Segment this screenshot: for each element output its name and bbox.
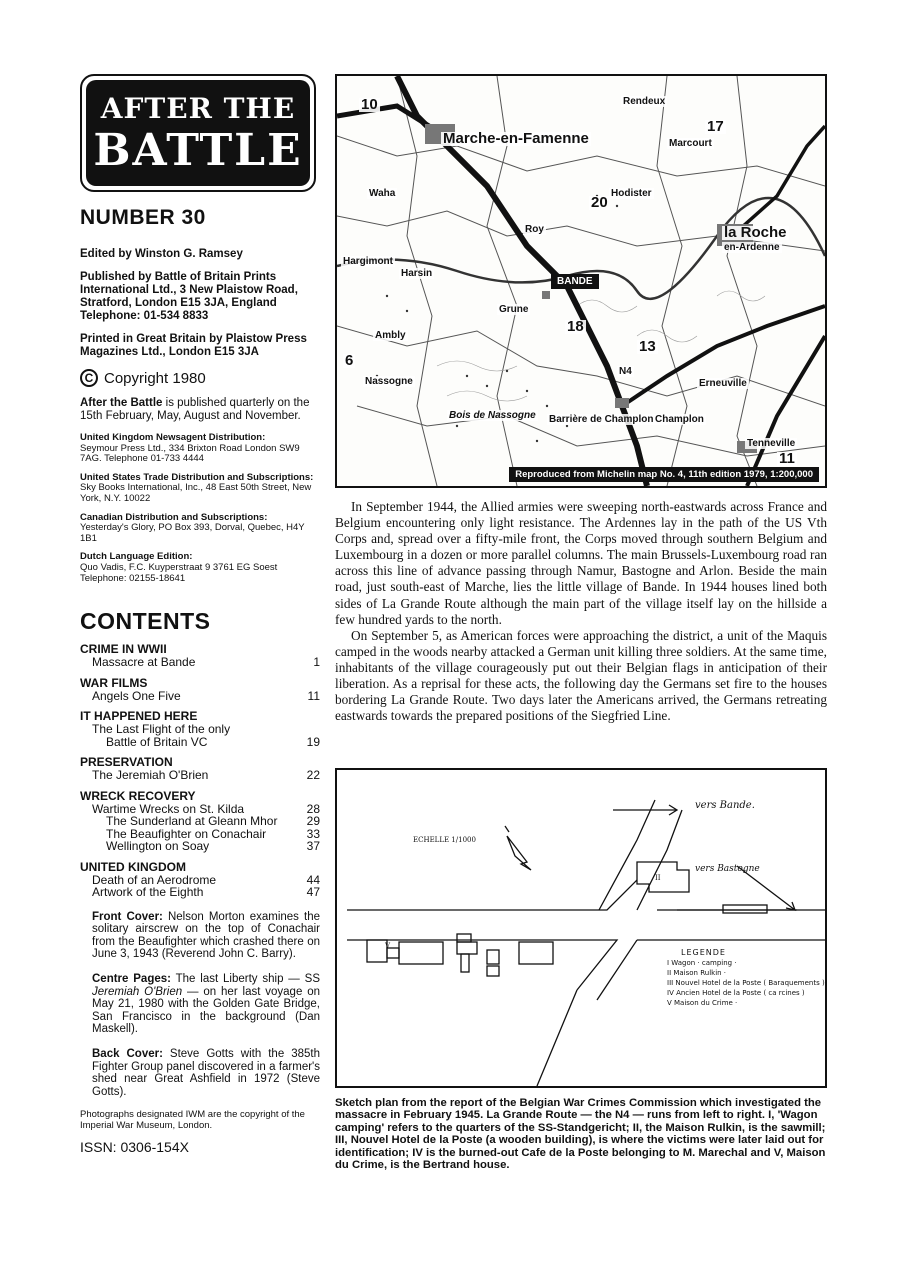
contents-entry-page (300, 723, 320, 736)
contents-entry (80, 723, 320, 736)
contents-section-heading: IT HAPPENED HERE (80, 709, 198, 724)
map-label-roy: Roy (525, 224, 544, 235)
cover-label: Front Cover: (92, 910, 163, 923)
map-label-rendeux: Rendeux (623, 96, 666, 107)
map-label-marcourt: Marcourt (669, 138, 712, 149)
contents-entry-page: 19 (306, 734, 320, 749)
centre-pages-note (80, 973, 320, 1036)
legend-item: II Maison Rulkin · (667, 969, 727, 977)
map-road-n4: N4 (619, 366, 632, 377)
contents-entry-page: 47 (306, 885, 320, 900)
cover-text: Steve Gotts with the 385th Fighter Group panel discovered in a farmer's shed near Great Ashfield in 1972 (Steve Gotts). (92, 1047, 320, 1098)
contents-section (80, 710, 320, 748)
cover-text: Nelson Morton examines the solitary airscrew on the top of Conachair from the Beaufighter which crashed there on June 3, 1943 (Reverend John C. Barry). (92, 910, 321, 961)
dist-body: Seymour Press Ltd., 334 Brixton Road London SW9 7AG. Telephone 01-733 4444 (80, 442, 300, 465)
map-label-hodister: Hodister (611, 188, 652, 199)
dist-body: Yesterday's Glory, PO Box 393, Dorval, Quebec, H4Y 1B1 (80, 522, 305, 544)
article-body (335, 499, 827, 724)
contents-entry-title: The Jeremiah O'Brien (92, 768, 209, 783)
contents-section-heading: WAR FILMS (80, 675, 148, 690)
map-num-18: 18 (567, 318, 584, 335)
sketch-drawing (337, 770, 825, 1086)
cover-text: The last Liberty ship — SS (170, 973, 320, 985)
contents-title: CONTENTS (80, 608, 211, 635)
map-num-6: 6 (345, 352, 354, 369)
sketch-vers-bastogne: vers Bastogne (695, 864, 760, 874)
contents-entry-title: Massacre at Bande (92, 655, 196, 670)
contents-entry (80, 840, 320, 853)
contents-entry-title: Death of an Aerodrome (92, 872, 217, 887)
sketch-label-ii: II (655, 874, 661, 882)
map-label-erneuville: Erneuville (699, 378, 747, 389)
map-label-bois: Bois de Nassogne (449, 410, 536, 421)
contents-section-heading: UNITED KINGDOM (80, 859, 186, 874)
legend-title: LEGENDE (681, 948, 726, 957)
map-label-la-roche: la Roche (724, 224, 787, 241)
sketch-plan (335, 768, 827, 1088)
map-label-en-ardenne: en-Ardenne (724, 242, 780, 253)
contents-section-heading: PRESERVATION (80, 755, 173, 770)
map-label-tenneville: Tenneville (747, 438, 796, 449)
contents-entry-page: 37 (306, 839, 320, 854)
logo-line-1: AFTER THE (100, 92, 296, 125)
map-credit: Reproduced from Michelin map No. 4, 11th edition 1979, 1:200,000 (509, 467, 819, 482)
contents-section (80, 643, 320, 669)
sketch-vers-bande: vers Bande. (695, 800, 755, 811)
legend-item: III Nouvel Hotel de la Poste ( Baraquements ) (667, 979, 825, 987)
sketch-caption: Sketch plan from the report of the Belgian War Crimes Commission which investigated the massacre in February 1945. La Grande Route — the N4 — runs from left to right. I, 'Wagon camping' refers to the quarters of the SS-Standgericht; II, the Maison Rulkin, is the sawmill; III, Nouvel Hotel de la Poste (a wooden building), is where the victims were later laid out for identification; IV is the burned-out Cafe de la Poste belonging to M. Marechal and V, Maison du Crime, is the Bertrand house. (335, 1097, 826, 1172)
contents-entry-title: The Last Flight of the only (92, 722, 231, 737)
contents-entry (80, 815, 320, 828)
contents-entry-title: Wellington on Soay (106, 839, 210, 854)
contents-entry-title: The Sunderland at Gleann Mhor (106, 814, 278, 829)
contents-entry-title: Wartime Wrecks on St. Kilda (92, 801, 245, 816)
article-paragraph: In September 1944, the Allied armies were sweeping north-eastwards across France and Belgium encountering only light resistance. The Ardennes lay in the path of the US Vth Corps and, spread over a fifty-mile front, the Corps moved through southern Belgium and Luxembourg in a dozen or more parallel columns. The main Brussels-Luxembourg road ran across this line of advance passing through Namur, Bastogne and Arlon. Beside the main road, just south-east of Marche, lies the little village of Bande. In 1944 houses lined both sides of La Grande Route although the main part of the village itself lay on the hillside a few hundred yards to the north. (335, 499, 827, 627)
map-label-marche: Marche-en-Famenne (443, 130, 589, 147)
contents-entry-page: 1 (313, 655, 320, 670)
back-cover-note (80, 1048, 320, 1098)
contents-entry-title: Battle of Britain VC (106, 734, 208, 749)
legend-item: I Wagon · camping · (667, 959, 737, 967)
dist-heading: United States Trade Distribution and Subscriptions: (80, 471, 314, 483)
magazine-logo (80, 74, 316, 192)
distribution-uk (80, 433, 320, 465)
distribution-canada (80, 513, 320, 545)
contents-entry-title: Artwork of the Eighth (92, 885, 204, 900)
distribution-dutch (80, 552, 320, 584)
cover-label: Centre Pages: (92, 973, 171, 985)
map-label-champlon: Champlon (655, 414, 704, 425)
article-paragraph: On September 5, as American forces were approaching the district, a unit of the Maquis camped in the woods nearby attacked a German unit killing three soldiers. At the same time, inhabitants of the village courageously put out their Belgian flags in anticipation of their liberation. As a reprisal for these acts, the following day the Germans set fire to the houses bordering La Grande Route. Two days later the Americans arrived, the Germans retreating eastwards towards the prepared positions of the Siegfried Line. (335, 627, 827, 724)
map-label-waha: Waha (369, 188, 396, 199)
contents-entry-title: The Beaufighter on Conachair (106, 826, 267, 841)
legend-item: V Maison du Crime · (667, 999, 738, 1007)
dist-heading: Dutch Language Edition: (80, 551, 193, 563)
contents-section (80, 861, 320, 899)
cover-label: Back Cover: (92, 1047, 163, 1060)
map-label-harsin: Harsin (401, 268, 433, 279)
copyright-line (80, 369, 320, 387)
contents-entry (80, 736, 320, 749)
legend-item: IV Ancien Hotel de la Poste ( ca rcines ) (667, 989, 805, 997)
contents-entry-page: 28 (306, 801, 320, 816)
contents-entry (80, 886, 320, 899)
map-label-nassogne: Nassogne (365, 376, 413, 387)
map-label-ambly: Ambly (375, 330, 406, 341)
publication-schedule (80, 397, 320, 423)
iwm-note: Photographs designated IWM are the copyright of the Imperial War Museum, London. (80, 1109, 305, 1131)
copyright-text: Copyright 1980 (104, 369, 206, 387)
distribution-list (80, 433, 320, 584)
editor-line: Edited by Winston G. Ramsey (80, 248, 243, 260)
map-num-10: 10 (361, 96, 378, 113)
ship-name: Jeremiah O'Brien (92, 985, 183, 998)
map-label-bande: BANDE (551, 274, 599, 289)
contents-entry-page: 22 (306, 768, 320, 783)
contents-section-heading: CRIME IN WWII (80, 642, 167, 657)
dist-heading: United Kingdom Newsagent Distribution: (80, 432, 266, 443)
dist-body: Sky Books International, Inc., 48 East 50th Street, New York, N.Y. 10022 (80, 482, 312, 504)
masthead-column (80, 74, 320, 1155)
sketch-label-v: V (385, 942, 391, 950)
contents-entry-page: 29 (306, 814, 320, 829)
contents-entry-page: 44 (306, 872, 320, 887)
publication-name: After the Battle (80, 397, 163, 409)
contents-section-heading: WRECK RECOVERY (80, 788, 196, 803)
michelin-map (335, 74, 827, 488)
copyright-icon: C (80, 369, 98, 387)
printer-info: Printed in Great Britain by Plaistow Press Magazines Ltd., London E15 3JA (80, 333, 307, 358)
sketch-scale: ECHELLE 1/1000 (413, 836, 476, 844)
dist-heading: Canadian Distribution and Subscriptions: (80, 511, 268, 523)
contents-entry-page: 33 (306, 826, 320, 841)
distribution-us (80, 473, 320, 505)
map-label-grune: Grune (499, 304, 529, 315)
dist-body: Quo Vadis, F.C. Kuyperstraat 9 3761 EG Soest Telephone: 02155-18641 (80, 561, 278, 584)
front-cover-note (80, 911, 320, 961)
cover-text: — on her last voyage on May 21, 1980 with the Golden Gate Bridge, San Francisco in the background (Dan Maskell). (92, 985, 321, 1036)
contents-entry-title: Angels One Five (92, 688, 181, 703)
publication-schedule-text: is published quarterly on the 15th February, May, August and November. (80, 397, 310, 422)
map-num-13: 13 (639, 338, 656, 355)
map-label-barriere: Barrière de Champlon (549, 414, 654, 425)
contents-entry (80, 690, 320, 703)
issue-number: NUMBER 30 (80, 206, 206, 229)
map-num-11: 11 (779, 450, 795, 467)
contents-section (80, 756, 320, 782)
contents-list (80, 643, 320, 899)
contents-section (80, 790, 320, 853)
publisher-info: Published by Battle of Britain Prints International Ltd., 3 New Plaistow Road, Stratford, London E15 3JA, England Telephone: 01-534 8833 (80, 271, 298, 322)
contents-entry (80, 769, 320, 782)
map-label-hargimont: Hargimont (343, 256, 393, 267)
contents-entry-page: 11 (307, 688, 320, 703)
logo-line-2: BATTLE (93, 125, 303, 176)
issn: ISSN: 0306-154X (80, 1139, 189, 1156)
map-num-20: 20 (591, 194, 608, 211)
map-num-17: 17 (707, 118, 724, 135)
contents-section (80, 677, 320, 703)
contents-entry (80, 656, 320, 669)
sketch-legend (667, 948, 825, 1008)
